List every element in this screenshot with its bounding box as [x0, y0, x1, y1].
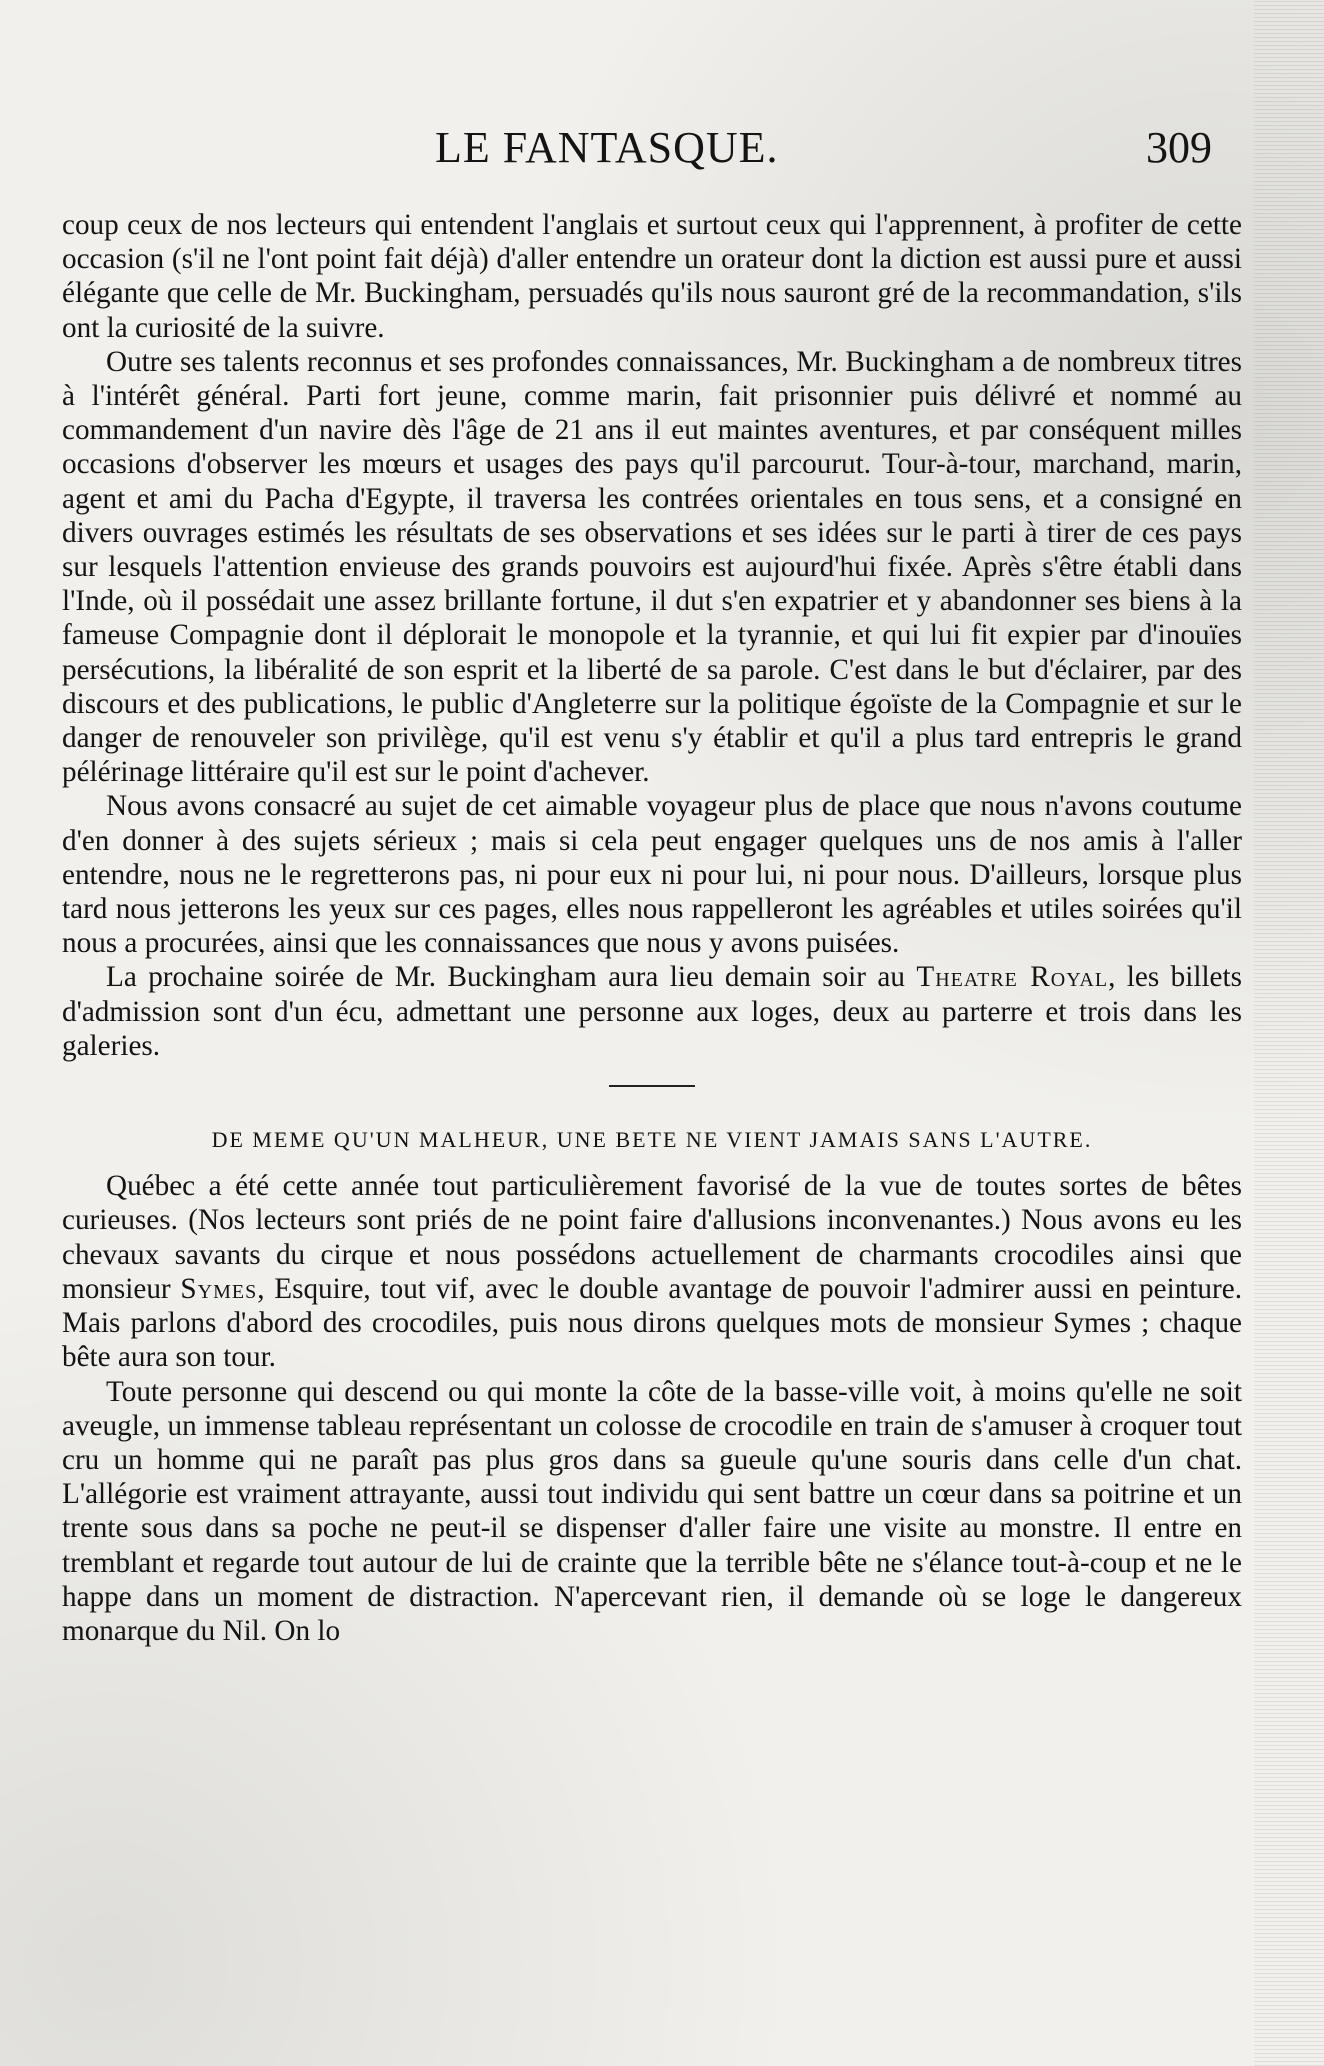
paragraph-1: coup ceux de nos lecteurs qui entendent l'anglais et surtout ceux qui l'apprennent, à profiter de cette occasion (s'il ne l'ont point fait déjà) d'aller entendre un orateur dont la diction est aussi pure et aussi élégante que celle de Mr. Buckingham, persuadés qu'ils nous sauront gré de la recommandation, s'ils ont la curiosité de la suivre.	[62, 209, 1242, 344]
paragraph-3: Nous avons consacré au sujet de cet aimable voyageur plus de place que nous n'avons coutume d'en donner à des sujets sérieux ; mais si cela peut engager quelques uns de nos amis à l'aller entendre, nous ne le regretterons pas, ni pour eux ni pour lui, ni pour nous. D'ailleurs, lorsque plus tard nous jetterons les yeux sur ces pages, elles nous rappelleront les agréables et utiles soirées qu'il nous a procurées, ainsi que les connaissances que nous y avons puisées.	[62, 790, 1242, 960]
theatre-name: Theatre Royal	[916, 961, 1109, 994]
page-header	[0, 122, 1324, 182]
paragraph-2: Outre ses talents reconnus et ses profondes connaissances, Mr. Buckingham a de nombreux titres à l'intérêt général. Parti fort jeune, comme marin, fait prisonnier puis délivré et nommé au commandement d'un navire dès l'âge de 21 ans il eut maintes aventures, et par conséquent milles occasions d'observer les mœurs et usages des pays qu'il parcourut. Tour-à-tour, marchand, marin, agent et ami du Pacha d'Egypte, il traversa les contrées orientales en tous sens, et a consigné en divers ouvrages estimés les résultats de ses observations et ses idées sur le parti à tirer de ces pays sur lesquels l'attention envieuse des grands pouvoirs est aujourd'hui fixée. Après s'être établi dans l'Inde, où il possédait une assez brillante fortune, il dut s'en expatrier et y abandonner ses biens à la fameuse Compagnie dont il déplorait le monopole et la tyrannie, et qui lui fit expier par d'inouïes persécutions, la libéralité de son esprit et la liberté de sa parole. C'est dans le but d'éclairer, par des discours et des publications, le public d'Angleterre sur la politique égoïste de la Compagnie et sur le danger de renouveler son privilège, qu'il est venu s'y établir et qu'il a plus tard entrepris le grand pélérinage littéraire qu'il est sur le point d'achever.	[62, 345, 1242, 789]
paragraph-5-text-b: , Esquire, tout vif, avec le double avantage de pouvoir l'admirer aussi en peinture. Mais parlons d'abord des crocodiles, puis nous dirons quelques mots de monsieur Symes ; chaque bête aura son tour.	[62, 1272, 1242, 1374]
page-number: 309	[1146, 123, 1212, 172]
section-divider	[609, 1085, 695, 1087]
paragraph-4-text-b: , les billets d'admission sont d'un écu, admettant une personne aux loges, deux au parterre et trois dans les galeries.	[62, 961, 1242, 1062]
scan-edge-noise	[1254, 0, 1324, 2066]
section-title: DE MEME QU'UN MALHEUR, UNE BETE NE VIENT JAMAIS SANS L'AUTRE.	[211, 1127, 1093, 1153]
paragraph-4-text-a: La prochaine soirée de Mr. Buckingham aura lieu demain soir au	[106, 961, 905, 994]
paragraph-5	[62, 1169, 1242, 1374]
article-body	[62, 208, 1242, 1648]
paragraph-6: Toute personne qui descend ou qui monte la côte de la basse-ville voit, à moins qu'elle ne soit aveugle, un immense tableau représentant un colosse de crocodile en train de s'amuser à croquer tout cru un homme qui ne paraît pas plus gros dans sa gueule qu'une souris dans celle d'un chat. L'allégorie est vraiment attrayante, aussi tout individu qui sent battre un cœur dans sa poitrine et un trente sous dans sa poche ne peut-il se dispenser d'aller faire une visite au monstre. Il entre en tremblant et regarde tout autour de lui de crainte que la terrible bête ne s'élance tout-à-coup et ne le happe dans un moment de distraction. N'apercevant rien, il demande où se loge le dangereux monarque du Nil. On lo	[62, 1375, 1242, 1647]
running-title: LE FANTASQUE.	[435, 123, 779, 172]
symes-name: Symes	[180, 1272, 258, 1305]
paragraph-4	[62, 960, 1242, 1063]
paragraph-5-text-a: Québec a été cette année tout particulièrement favorisé de la vue de toutes sortes de bêtes curieuses. (Nos lecteurs sont priés de ne point faire d'allusions inconvenantes.) Nous avons eu les chevaux savants du cirque et nous possédons actuellement de charmants crocodiles ainsi que monsieur	[62, 1170, 1242, 1305]
